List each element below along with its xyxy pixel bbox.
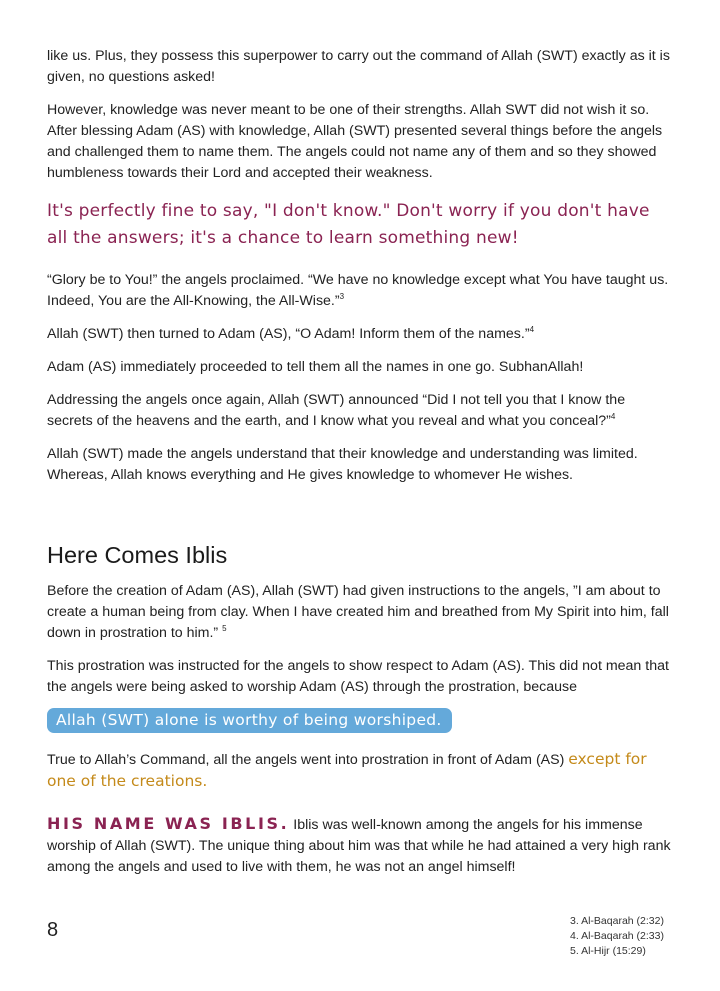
accent-heading: HIS NAME WAS IBLIS. [47, 814, 290, 833]
footnotes [570, 914, 664, 959]
highlight-pill: Allah (SWT) alone is worthy of being worshiped. [47, 708, 452, 733]
callout-quote: It's perfectly fine to say, "I don't know." Don't worry if you don't have all the answers; it's a chance to learn something new! [47, 201, 650, 248]
paragraph-text: Iblis was well-known among the angels for his immense worship of Allah (SWT). The unique thing about him was that while he had attained a very high rank among the angels and used to live with them, he was not an angel himself! [47, 817, 671, 875]
paragraph-text: Before the creation of Adam (AS), Allah (SWT) had given instructions to the angels, ”I am about to create a human being from clay. When I have created him and breathed from My Spirit into him, fall down in prostration to him.” [47, 583, 669, 641]
highlight-wrapper [47, 708, 673, 733]
paragraph-command [47, 749, 673, 793]
page-number: 8 [47, 919, 59, 941]
paragraph-creation [47, 581, 673, 644]
paragraph-text: True to Allah’s Command, all the angels went into prostration in front of Adam (AS) [47, 752, 569, 768]
paragraph-text: Addressing the angels once again, Allah (SWT) announced “Did I not tell you that I know the secrets of the heavens and the earth, and I know what you reveal and what you conceal?” [47, 392, 626, 429]
page-content [47, 46, 673, 890]
paragraph-prostration: This prostration was instructed for the angels to show respect to Adam (AS). This did not mean that the angels were being asked to worship Adam (AS) through the prostration, because [47, 658, 669, 695]
accent-text: except for one of the creations. [47, 750, 647, 790]
paragraph-limited-knowledge: Allah (SWT) made the angels understand that their knowledge and understanding was limited. Whereas, Allah knows everything and He gives knowledge to whomever He wishes. [47, 446, 638, 483]
paragraph-adam-inform [47, 324, 673, 345]
footnote-ref: 3 [339, 292, 345, 301]
footnote-item: 5. Al-Hijr (15:29) [570, 945, 646, 957]
paragraph-iblis [47, 813, 673, 878]
paragraph-names: Adam (AS) immediately proceeded to tell them all the names in one go. SubhanAllah! [47, 359, 584, 375]
footnote-ref: 4 [529, 325, 535, 334]
paragraph-text: Allah (SWT) then turned to Adam (AS), “O Adam! Inform them of the names.” [47, 326, 530, 342]
section-title: Here Comes Iblis [47, 542, 228, 568]
paragraph-text: “Glory be to You!” the angels proclaimed. “We have no knowledge except what You have taught us. Indeed, You are the All-Knowing, the All-Wise.” [47, 272, 669, 309]
footnote-ref: 5 [222, 624, 227, 633]
paragraph-knowledge: However, knowledge was never meant to be one of their strengths. Allah SWT did not wish it so. After blessing Adam (AS) with knowledge, Allah (SWT) presented several things before the angels and challenged them to name them. The angels could not name any of them and so they showed humbleness towards their Lord and accepted their weakness. [47, 102, 663, 181]
footnote-item: 4. Al-Baqarah (2:33) [570, 930, 664, 942]
paragraph-angels-proclaim [47, 270, 673, 312]
footnote-item: 3. Al-Baqarah (2:32) [570, 915, 664, 927]
footnote-ref: 4 [610, 412, 616, 421]
paragraph-secrets [47, 390, 673, 432]
paragraph-intro: like us. Plus, they possess this superpower to carry out the command of Allah (SWT) exactly as it is given, no questions asked! [47, 48, 670, 85]
